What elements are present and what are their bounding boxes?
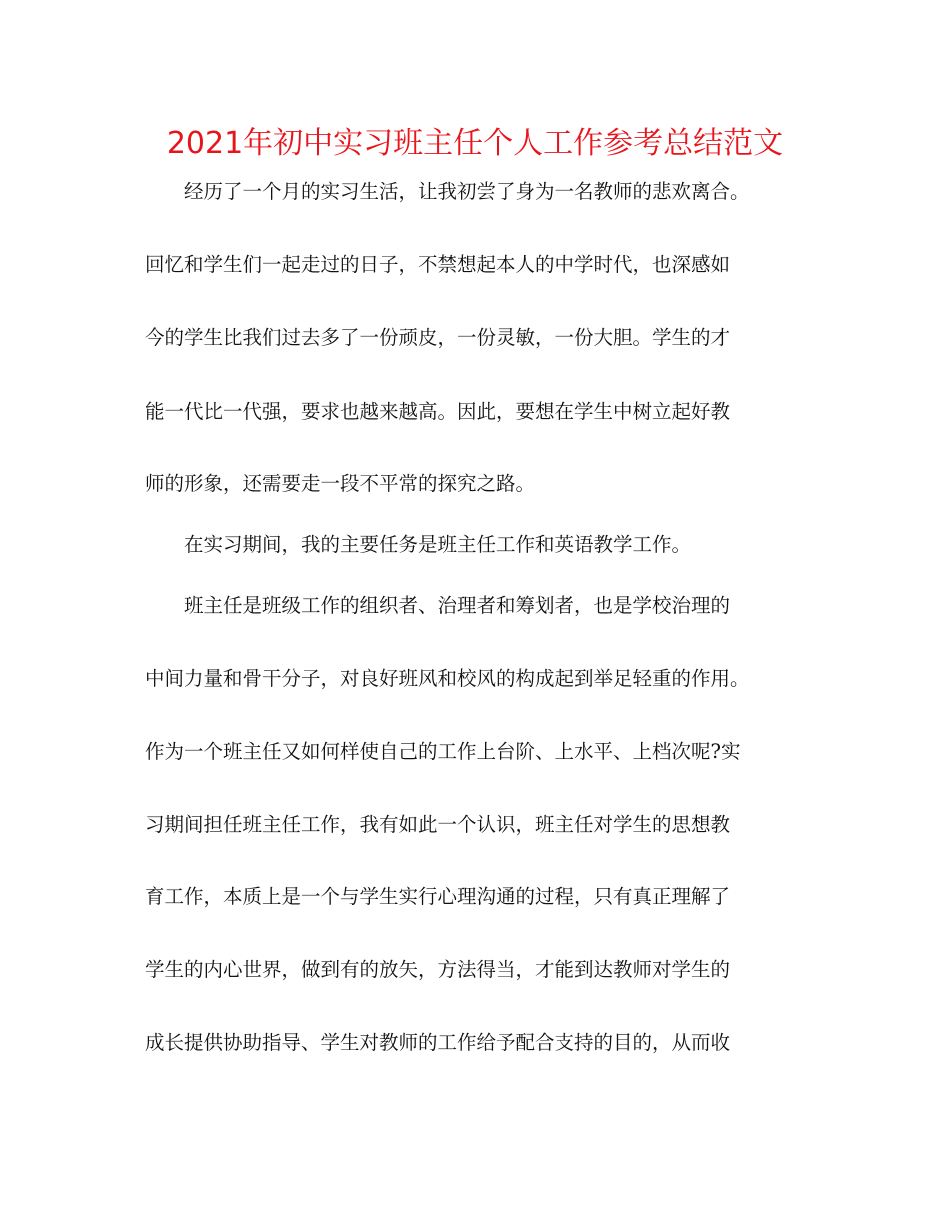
paragraph-line: 能一代比一代强，要求也越来越高。因此，要想在学生中树立起好教 — [145, 400, 731, 423]
paragraph-line: 师的形象，还需要走一段不平常的探究之路。 — [145, 472, 536, 495]
paragraph-line: 中间力量和骨干分子，对良好班风和校风的构成起到举足轻重的作用。 — [145, 667, 750, 690]
paragraph-line: 成长提供协助指导、学生对教师的工作给予配合支持的目的，从而收 — [145, 1031, 731, 1054]
paragraph-line: 班主任是班级工作的组织者、治理者和筹划者，也是学校治理的 — [184, 594, 731, 617]
paragraph-line: 习期间担任班主任工作，我有如此一个认识，班主任对学生的思想教 — [145, 813, 731, 836]
paragraph-line: 学生的内心世界，做到有的放矢，方法得当，才能到达教师对学生的 — [145, 958, 731, 981]
paragraph-line: 今的学生比我们过去多了一份顽皮，一份灵敏，一份大胆。学生的才 — [145, 326, 731, 349]
paragraph-line: 回忆和学生们一起走过的日子，不禁想起本人的中学时代，也深感如 — [145, 253, 731, 276]
document-title: 2021年初中实习班主任个人工作参考总结范文 — [166, 126, 784, 161]
paragraph-line: 育工作，本质上是一个与学生实行心理沟通的过程，只有真正理解了 — [145, 885, 731, 908]
paragraph-line: 经历了一个月的实习生活，让我初尝了身为一名教师的悲欢离合。 — [184, 180, 750, 203]
paragraph-line: 在实习期间，我的主要任务是班主任工作和英语教学工作。 — [184, 533, 692, 556]
paragraph-line: 作为一个班主任又如何样使自己的工作上台阶、上水平、上档次呢?实 — [145, 740, 741, 763]
